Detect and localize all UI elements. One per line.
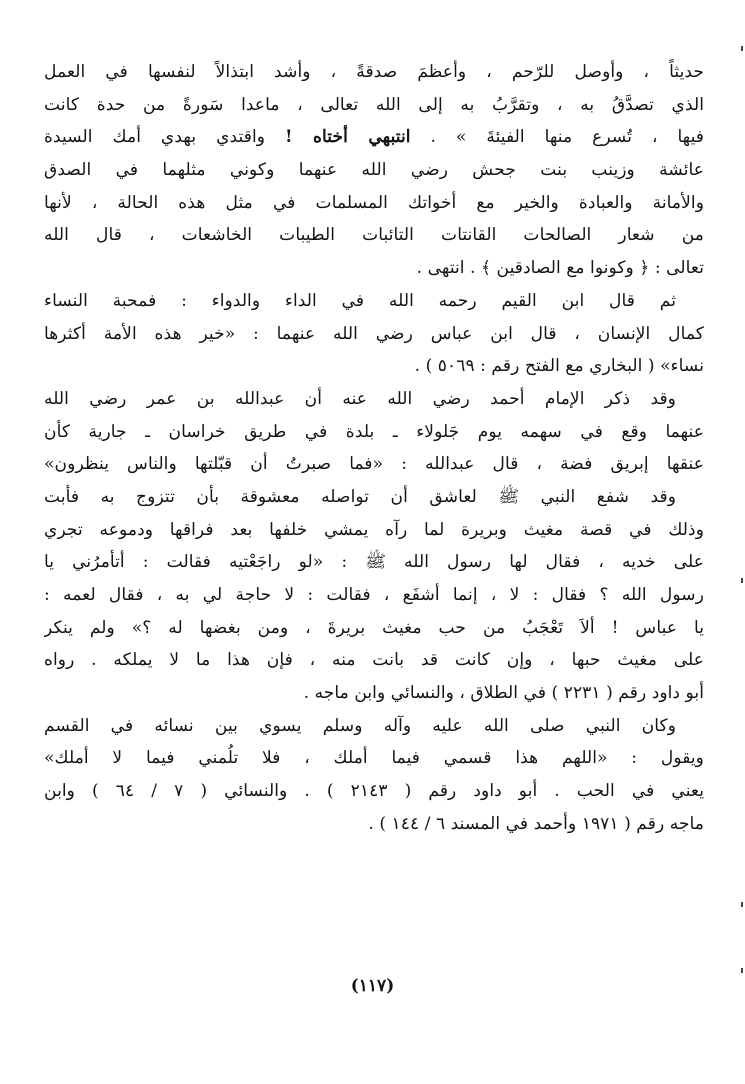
text-line: تعالى : ﴿ وكونوا مع الصادقين ﴾ . انتهى . bbox=[416, 258, 704, 279]
text-line: وكان النبي صلى الله عليه وآله وسلم يسوي بين نسائه في القسم bbox=[44, 715, 676, 736]
text-line: على خديه ، فقال لها رسول الله ﷺ : «لو راجَعْتيه فقالت : أتأمرُني يا bbox=[44, 552, 704, 573]
text-line: كمال الإنسان ، قال ابن عباس رضي الله عنهما : «خير هذه الأمة أكثرها bbox=[44, 323, 704, 344]
margin-mark bbox=[741, 578, 743, 583]
text-line: يعني في الحب . أبو داود رقم ( ٢١٤٣ ) . والنسائي ( ٧ / ٦٤ ) وابن bbox=[44, 781, 704, 802]
text-line: الذي تصدَّقُ به ، وتقرَّبُ به إلى الله تعالى ، ماعدا سَورةً من حدة كانت bbox=[44, 94, 704, 115]
text-line: نساء» ( البخاري مع الفتح رقم : ٥٠٦٩ ) . bbox=[414, 356, 704, 377]
text-line: وذلك في قصة مغيث وبريرة لما رآه يمشي خلفها بعد فراقها ودموعه تجري bbox=[44, 519, 704, 540]
text-line: يا عباس ! ألاَ تَعْجَبُ من حب مغيث بريرةَ ، ومن بغضها له ؟» ولم ينكر bbox=[44, 617, 704, 638]
text-line: أبو داود رقم ( ٢٢٣١ ) في الطلاق ، والنسائي وابن ماجه . bbox=[303, 683, 704, 704]
text-line: حديثاً ، وأوصل للرّحم ، وأعظمَ صدقةً ، وأشد ابتذالاً لنفسها في العمل bbox=[44, 62, 704, 82]
text-line: وقد ذكر الإمام أحمد رضي الله عنه أن عبدالله بن عمر رضي الله bbox=[44, 388, 676, 409]
body-text bbox=[44, 56, 704, 841]
text-line: وقد شفع النبي ﷺ لعاشق أن تواصله معشوقة بأن تتزوج به فأبت bbox=[44, 486, 676, 507]
text-segment: فيها ، تُسرع منها الفيئةَ » . bbox=[430, 127, 704, 148]
text-segment: واقتدي بهدي أمك السيدة bbox=[44, 127, 266, 148]
text-line: رسول الله ؟ فقال : لا ، إنما أشفَع ، فقالت : لا حاجة لي به ، فقال لعمه : bbox=[44, 585, 704, 605]
margin-mark bbox=[741, 46, 743, 51]
text-line: والأمانة والعبادة والخير مع أخواتك المسلمات في مثل هذه الحالة ، لأنها bbox=[44, 192, 704, 213]
text-line: عنقها إبريق فضة ، قال عبدالله : «فما صبرتُ أن قبّلتها والناس ينظرون» bbox=[44, 454, 704, 475]
text-line: ويقول : «اللهم هذا قسمي فيما أملك ، فلا تلُمني فيما لا أملك» bbox=[44, 748, 704, 769]
margin-mark bbox=[741, 902, 743, 907]
text-line: من شعار الصالحات القانتات التائبات الطيبات الخاشعات ، قال الله bbox=[44, 225, 704, 246]
text-line: عائشة وزينب بنت جحش رضي الله عنهما وكوني مثلهما في الصدق bbox=[44, 160, 704, 181]
margin-mark bbox=[741, 968, 743, 973]
text-line: ماجه رقم ( ١٩٧١ وأحمد في المسند ٦ / ١٤٤ ) . bbox=[368, 813, 704, 834]
text-line: على مغيث حبها ، وإن كانت قد بانت منه ، فإن هذا ما لا يملكه . رواه bbox=[44, 650, 704, 671]
text-line: ثم قال ابن القيم رحمه الله في الداء والدواء : فمحبة النساء bbox=[44, 290, 676, 311]
page-number: (١١٧) bbox=[350, 976, 395, 996]
emphasis-text: انتبهي أختاه ! bbox=[285, 127, 411, 148]
text-line: عنهما وقع في سهمه يوم جَلولاء ـ بلدة في طريق خراسان ـ جارية كأن bbox=[44, 421, 704, 442]
text-line bbox=[44, 121, 704, 154]
